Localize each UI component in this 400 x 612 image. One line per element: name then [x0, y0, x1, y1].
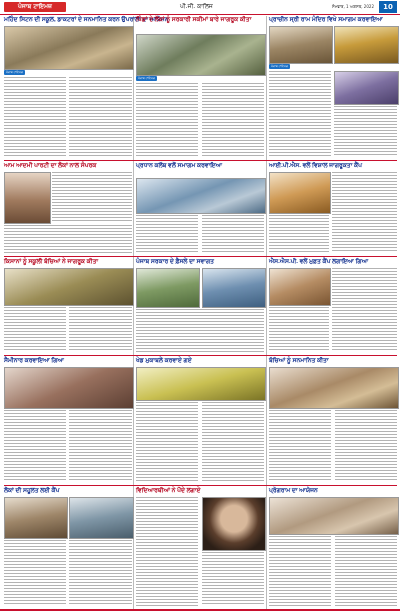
article-body — [52, 172, 132, 222]
article-body — [269, 215, 329, 253]
article-body — [334, 106, 397, 157]
article-body — [136, 497, 198, 606]
news-photo — [4, 497, 68, 539]
news-photo — [334, 71, 399, 105]
news-photo — [202, 268, 266, 308]
news-photo — [136, 34, 266, 76]
article-body — [69, 77, 132, 157]
article-body — [69, 307, 132, 352]
brand-logo: ਪੰਜਾਬ ਟਾਇਮਜ਼ — [4, 2, 66, 12]
news-photo — [269, 172, 331, 214]
article-body — [136, 83, 198, 157]
headline: ਸੈਮੀਨਾਰ ਕਰਵਾਇਆ ਗਿਆ — [4, 358, 64, 364]
article-body — [136, 402, 198, 482]
portrait-photo — [202, 497, 266, 551]
news-photo — [69, 497, 134, 539]
article-body — [4, 77, 66, 157]
headline: ਐਸ.ਐਸ.ਪੀ. ਵਲੋਂ ਮੁਫ਼ਤ ਕੈਂਪ ਲਗਾਇਆ ਗਿਆ — [269, 259, 369, 265]
headline: ਪ੍ਰਧਾਨ ਕਲੱਬ ਵਲੋਂ ਸਮਾਗਮ ਕਰਵਾਇਆ — [136, 163, 223, 169]
article-body — [202, 402, 264, 482]
dateline: ਸੋਮਵਾਰ, 1 ਅਗਸਤ, 2022 — [332, 4, 374, 9]
article-body — [269, 410, 331, 482]
news-photo — [269, 26, 333, 64]
headline: ਆਮ ਆਦਮੀ ਪਾਰਟੀ ਦਾ ਲੋਕਾਂ ਨਾਲ ਸੰਪਰਕ — [4, 163, 97, 169]
article-body — [202, 552, 264, 606]
article-body — [69, 540, 132, 606]
article-body — [4, 225, 132, 253]
page-number: 10 — [379, 1, 397, 13]
news-photo — [4, 26, 134, 70]
article-body — [269, 536, 331, 606]
news-photo — [4, 268, 134, 306]
section-title: ਪੀ.ਜੀ. ਕਾਲਿਜ — [180, 3, 213, 10]
article-body — [332, 268, 397, 352]
section-rule — [4, 160, 397, 161]
headline: ਪ੍ਰਾਚੀਨ ਸ੍ਰੀ ਰਾਮ ਮੰਦਿਰ ਵਿਖੇ ਸਮਾਗਮ ਕਰਵਾਇਆ — [269, 17, 383, 23]
news-photo — [4, 367, 134, 409]
news-photo — [136, 367, 266, 401]
article-body — [136, 309, 264, 352]
masthead — [0, 0, 400, 15]
byline-badge: ਪੰਜਾਬ ਟਾਇਮਜ਼ — [271, 64, 288, 68]
section-rule — [4, 256, 397, 257]
news-photo — [136, 178, 266, 214]
news-photo — [269, 497, 399, 535]
byline-badge: ਪੰਜਾਬ ਟਾਇਮਜ਼ — [6, 70, 23, 74]
headline: ਮਹਿੰਦ ਸਿਟਨ ਦੀ ਸਕੂਲ, ਡਾਕਟਰਾਂ ਦੇ ਸਨਮਾਨਿਤ ਕਰਨ ਉਪਰਾਲਾ ਦਾ ਆਯੋਜਨ — [4, 17, 169, 23]
section-rule — [4, 485, 397, 486]
headline: ਖੇਡ ਮੁਕਾਬਲੇ ਕਰਵਾਏ ਗਏ — [136, 358, 192, 364]
article-body — [202, 83, 264, 157]
headline: ਪੰਜਾਬ ਸਰਕਾਰ ਦੇ ਫ਼ੈਸਲੇ ਦਾ ਸਵਾਗਤ — [136, 259, 214, 265]
headline: ਪਿੰਡਾਂ ਦੇ ਲੋਕਾਂ ਨੂੰ ਸਰਕਾਰੀ ਸਕੀਮਾਂ ਬਾਰੇ ਜਾਗਰੂਕ ਕੀਤਾ — [136, 17, 252, 23]
headline: ਲੋਕਾਂ ਦੀ ਸਹੂਲਤ ਲਈ ਕੈਂਪ — [4, 488, 60, 494]
article-body — [269, 71, 331, 157]
article-body — [4, 540, 66, 606]
news-photo — [136, 268, 200, 308]
headline: ਵਿਦਿਆਰਥੀਆਂ ਨੇ ਪੌਦੇ ਲਗਾਏ — [136, 488, 201, 494]
news-photo — [269, 268, 331, 306]
news-photo — [4, 172, 51, 224]
column-divider — [266, 16, 267, 610]
article-body — [332, 172, 397, 253]
article-body — [69, 410, 132, 482]
article-body — [335, 536, 397, 606]
article-body — [136, 215, 198, 253]
news-photo — [269, 367, 399, 409]
article-body — [335, 410, 397, 482]
headline: ਬੱਚਿਆਂ ਨੂੰ ਸਨਮਾਨਿਤ ਕੀਤਾ — [269, 358, 329, 364]
headline: ਕਿਸਾਨਾਂ ਨੂੰ ਸਕੂਲੀ ਬੱਚਿਆਂ ਨੇ ਜਾਗਰੂਕ ਕੀਤਾ — [4, 259, 99, 265]
headline: ਪ੍ਰੋਗਰਾਮ ਦਾ ਆਯੋਜਨ — [269, 488, 318, 494]
article-body — [202, 215, 264, 253]
headline: ਆਈ.ਪੀ.ਐਸ. ਵਲੋਂ ਵਿਸ਼ਾਲ ਜਾਗਰੂਕਤਾ ਕੈਂਪ — [269, 163, 362, 169]
bottom-rule — [0, 609, 400, 611]
article-body — [269, 307, 329, 352]
article-body — [4, 307, 66, 352]
article-body — [4, 410, 66, 482]
news-photo — [334, 26, 399, 64]
byline-badge: ਪੰਜਾਬ ਟਾਇਮਜ਼ — [138, 76, 155, 80]
section-rule — [4, 355, 397, 356]
